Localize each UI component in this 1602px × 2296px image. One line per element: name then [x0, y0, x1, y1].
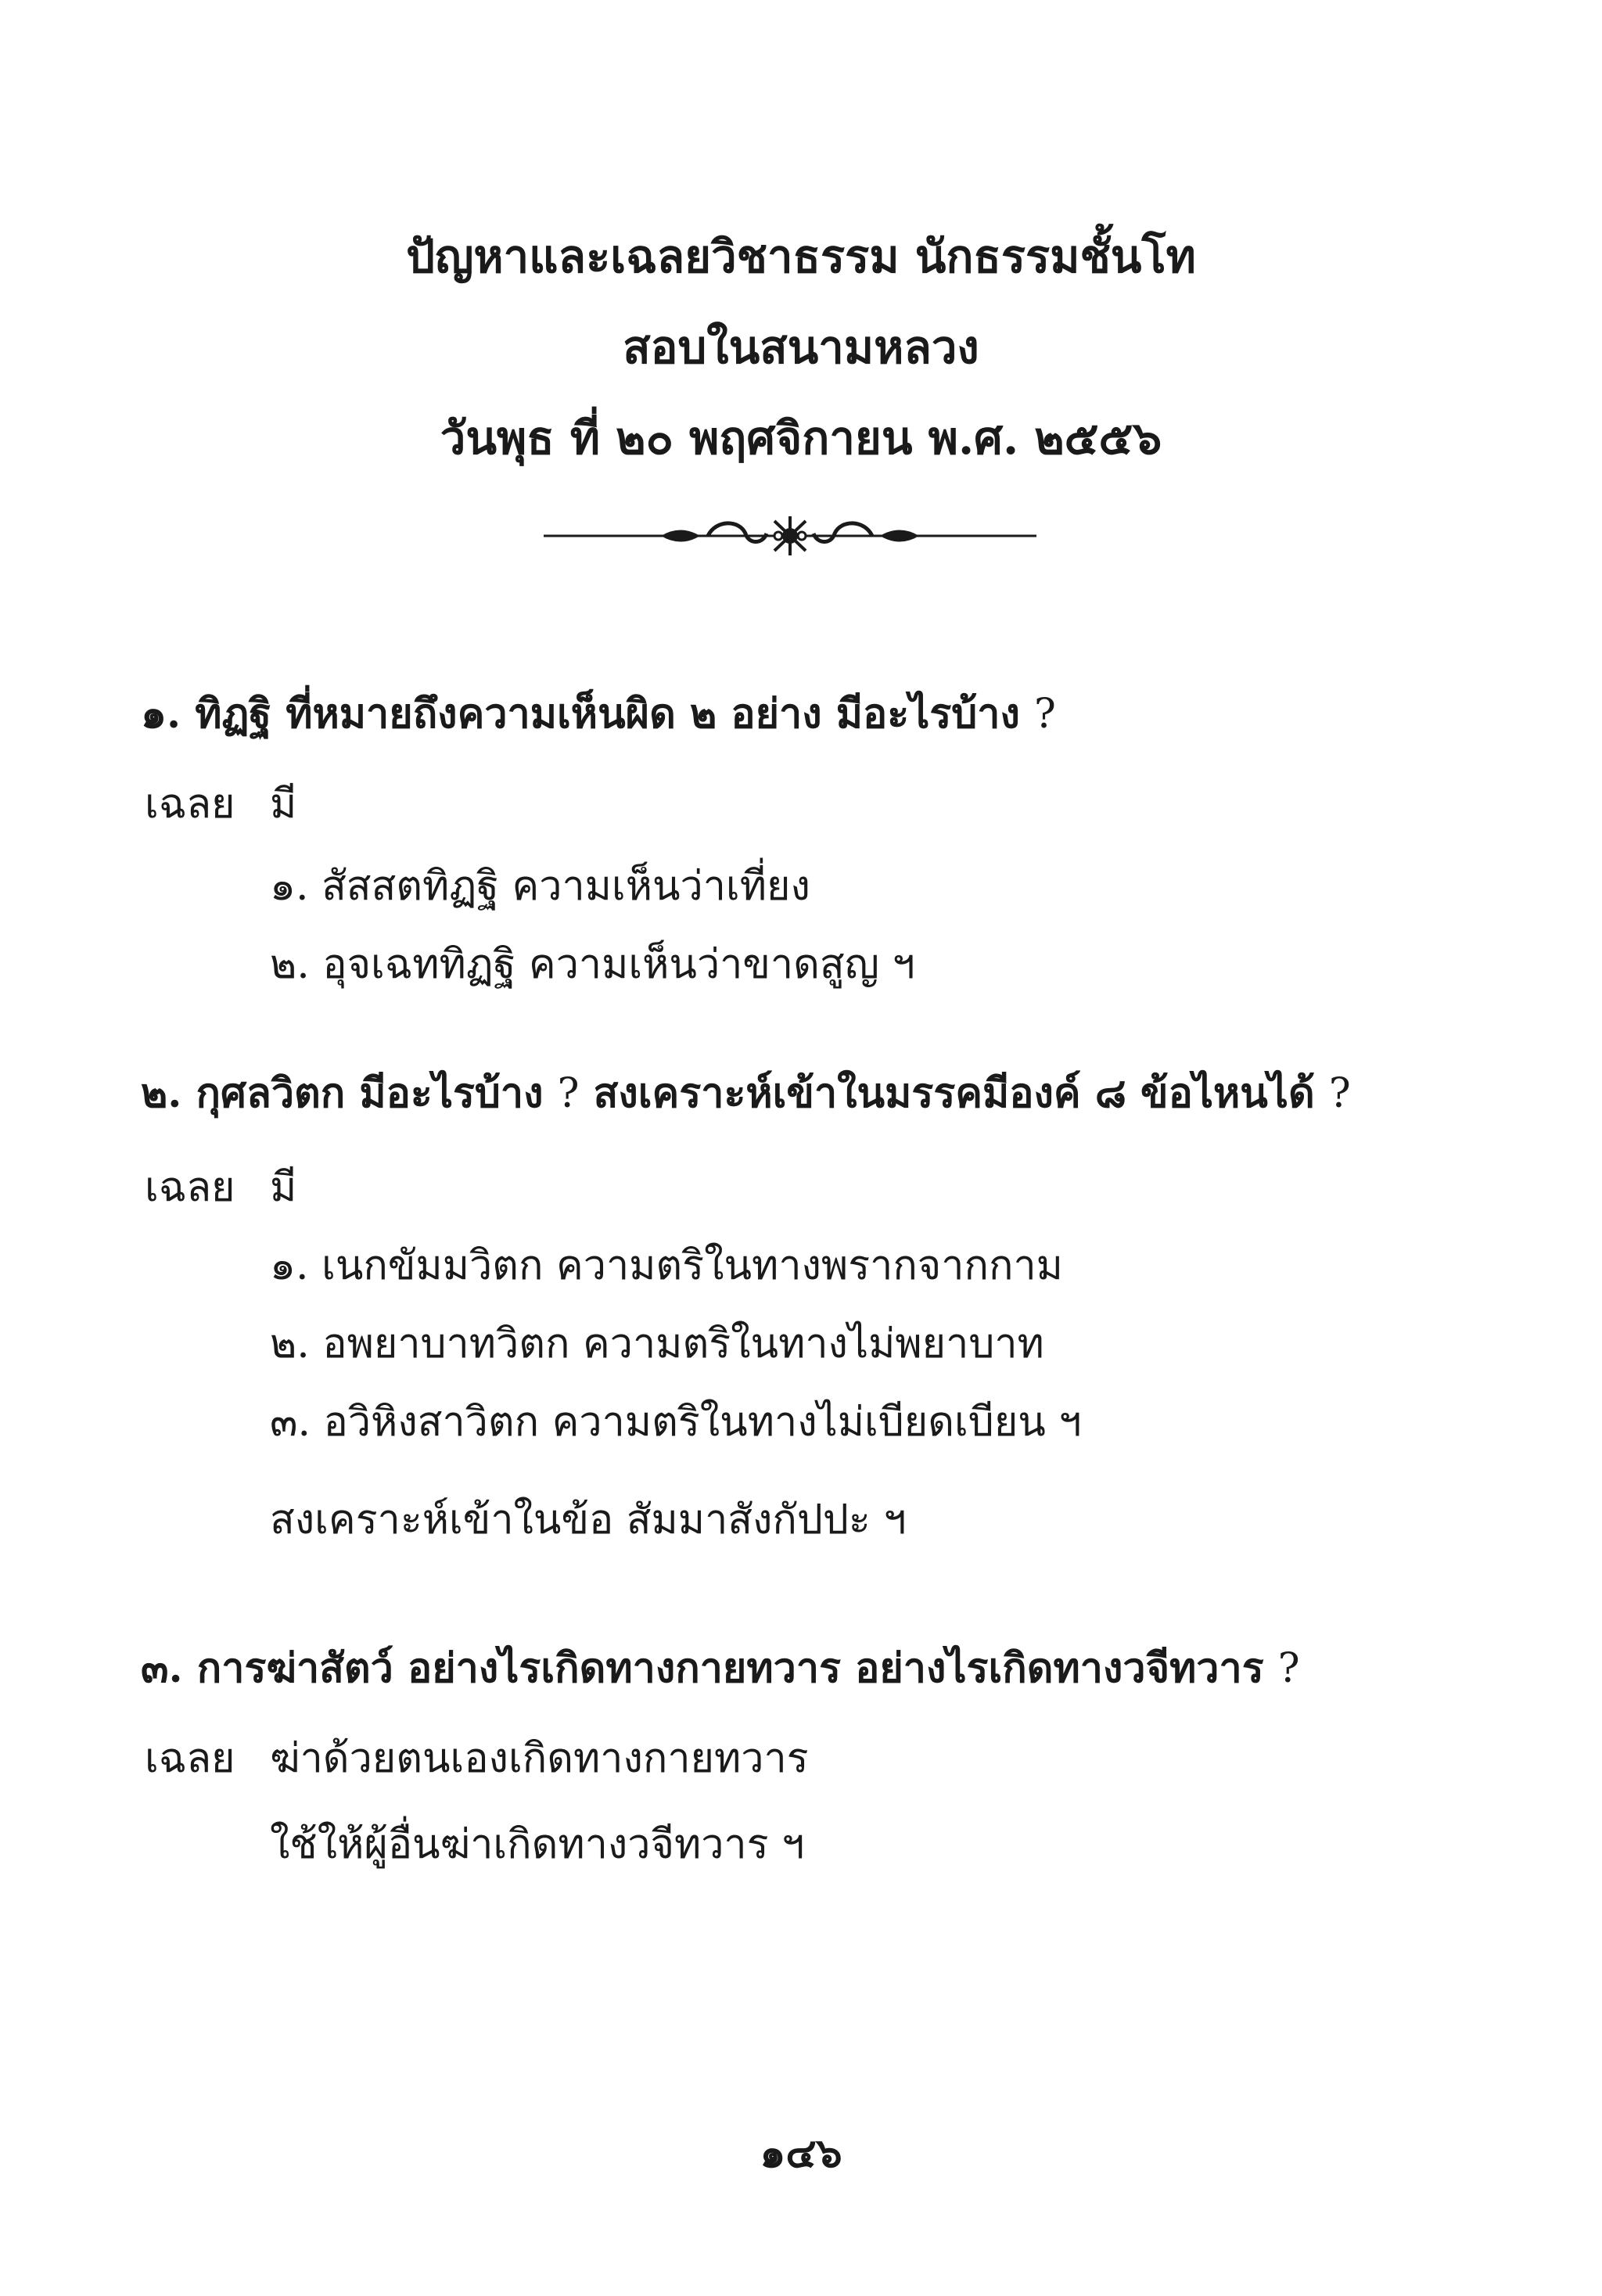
answer-3-item-1: ใช้ให้ผู้อื่นฆ่าเกิดทางวจีทวาร ฯ — [270, 1821, 805, 1868]
answer-2-item-3: ๓. อวิหิงสาวิตก ความตริในทางไม่เบียดเบียน ฯ — [270, 1399, 1082, 1446]
answer-3-label: เฉลย — [145, 1735, 235, 1782]
question-3-text: ๓. การฆ่าสัตว์ อย่างไรเกิดทางกายทวาร อย่างไรเกิดทางวจีทวาร — [141, 1644, 1264, 1692]
page-subtitle: สอบในสนามหลวง — [623, 321, 979, 374]
answer-1-head: มี — [270, 781, 297, 828]
question-2-text: ๒. กุศลวิตก มีอะไรบ้าง — [141, 1069, 544, 1117]
answer-1-label: เฉลย — [145, 781, 235, 828]
question-1 — [141, 681, 1056, 746]
answer-1-item-1: ๑. สัสสตทิฏฐิ ความเห็นว่าเที่ยง — [270, 863, 810, 910]
question-2-text-2: สงเคราะห์เข้าในมรรคมีองค์ ๘ ข้อไหนได้ — [593, 1069, 1315, 1117]
answer-2-label: เฉลย — [145, 1164, 235, 1211]
exam-date: วันพุธ ที่ ๒๐ พฤศจิกายน พ.ศ. ๒๕๕๖ — [440, 411, 1162, 465]
answer-2-head: มี — [270, 1164, 297, 1211]
answer-2-note: สงเคราะห์เข้าในข้อ สัมมาสังกัปปะ ฯ — [270, 1497, 907, 1543]
question-2-mark: ? — [557, 1070, 580, 1117]
question-1-mark: ? — [1033, 691, 1056, 738]
answer-3-head: ฆ่าด้วยตนเองเกิดทางกายทวาร — [270, 1735, 809, 1782]
answer-2-item-2: ๒. อพยาบาทวิตก ความตริในทางไม่พยาบาท — [270, 1320, 1044, 1367]
page-number: ๑๔๖ — [760, 2129, 842, 2177]
question-3-mark: ? — [1277, 1645, 1300, 1692]
question-1-text: ๑. ทิฏฐิ ที่หมายถึงความเห็นผิด ๒ อย่าง มีอะไรบ้าง — [141, 690, 1020, 738]
title-block — [0, 211, 1602, 483]
page-title: ปัญหาและเฉลยวิชาธรรม นักธรรมชั้นโท — [406, 230, 1196, 283]
question-3 — [141, 1635, 1300, 1700]
ornament-divider-icon — [544, 510, 1036, 562]
answer-1-item-2: ๒. อุจเฉททิฏฐิ ความเห็นว่าขาดสูญ ฯ — [270, 941, 915, 988]
answer-2-item-1: ๑. เนกขัมมวิตก ความตริในทางพรากจากกาม — [270, 1242, 1063, 1289]
question-2-mark-2: ? — [1328, 1070, 1351, 1117]
question-2 — [141, 1060, 1351, 1125]
